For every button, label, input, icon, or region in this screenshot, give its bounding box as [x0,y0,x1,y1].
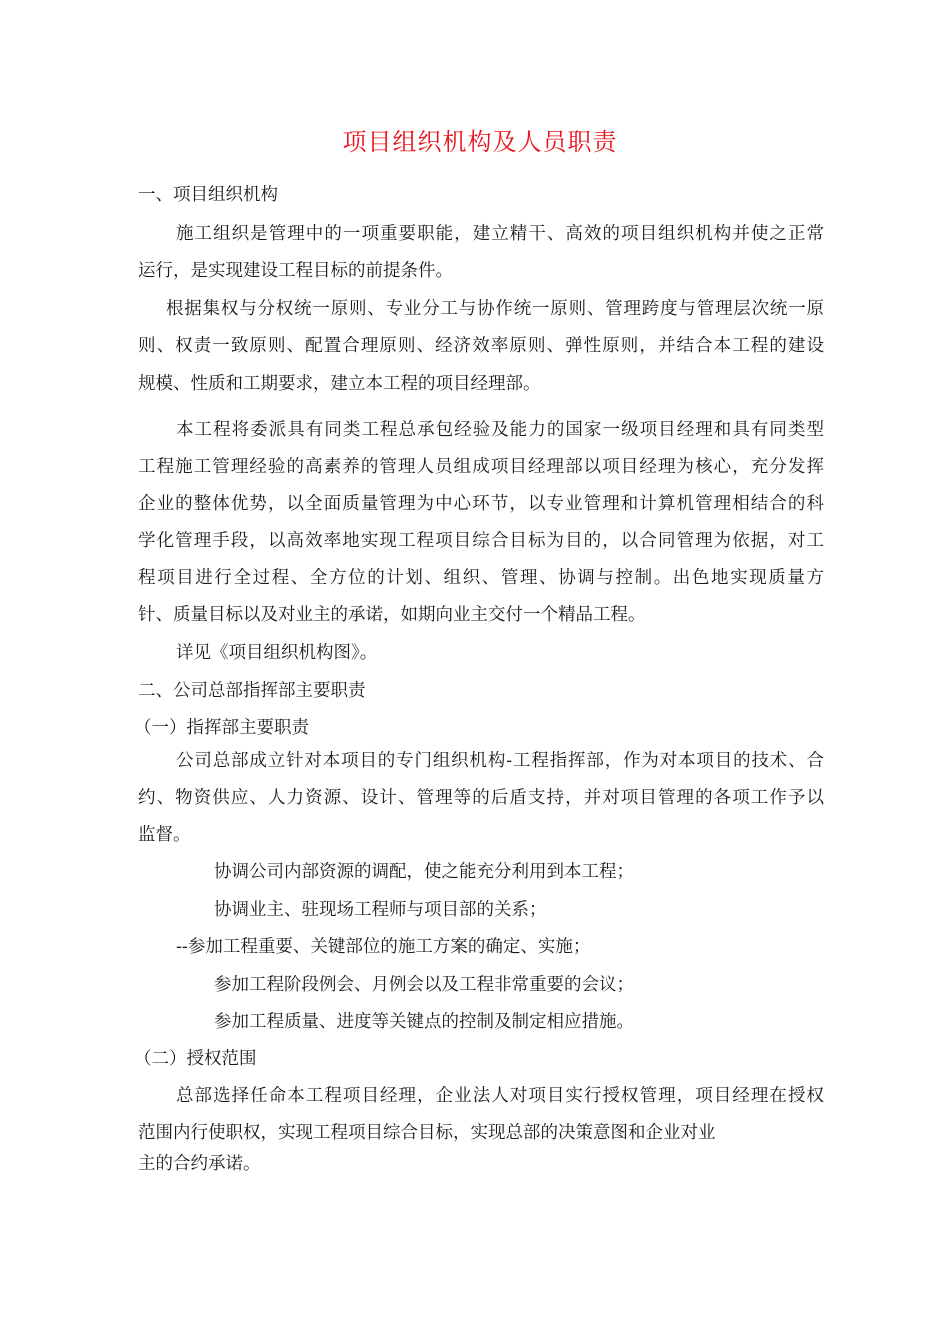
section-heading-1: 一、项目组织机构 [138,185,278,205]
paragraph-line: 规模、性质和工期要求，建立本工程的项目经理部。 [138,374,541,394]
paragraph-line: 详见《项目组织机构图》。 [176,643,378,663]
paragraph-line: 根据集权与分权统一原则、专业分工与协作统一原则、管理跨度与管理层次统一原 [166,299,824,319]
list-item: --参加工程重要、关键部位的施工方案的确定、实施； [176,937,591,957]
paragraph-line: 施工组织是管理中的一项重要职能，建立精干、高效的项目组织机构并使之正常 [176,224,824,244]
subsection-heading: （一）指挥部主要职责 [134,718,309,738]
list-item: 参加工程阶段例会、月例会以及工程非常重要的会议； [214,975,634,995]
paragraph-line: 企业的整体优势，以全面质量管理为中心环节，以专业管理和计算机管理相结合的科 [138,494,824,514]
paragraph-line: 总部选择任命本工程项目经理，企业法人对项目实行授权管理，项目经理在授权 [176,1086,824,1106]
list-item: 协调业主、驻现场工程师与项目部的关系； [214,900,547,920]
paragraph-line: 约、物资供应、人力资源、设计、管理等的后盾支持，并对项目管理的各项工作予以 [138,788,824,808]
paragraph-line: 针、质量目标以及对业主的承诺，如期向业主交付一个精品工程。 [138,605,646,625]
paragraph-line: 本工程将委派具有同类工程总承包经验及能力的国家一级项目经理和具有同类型 [176,420,824,440]
paragraph-line: 公司总部成立针对本项目的专门组织机构-工程指挥部，作为对本项目的技术、合 [176,751,824,771]
subsection-heading: （二）授权范围 [134,1049,257,1069]
list-item: 参加工程质量、进度等关键点的控制及制定相应措施。 [214,1012,634,1032]
paragraph-line: 运行，是实现建设工程目标的前提条件。 [138,261,453,281]
list-item: 协调公司内部资源的调配，使之能充分利用到本工程； [214,862,634,882]
paragraph-line: 则、权责一致原则、配置合理原则、经济效率原则、弹性原则，并结合本工程的建设 [138,336,824,356]
document-title: 项目组织机构及人员职责 [342,128,618,156]
paragraph-line: 学化管理手段，以高效率地实现工程项目综合目标为目的，以合同管理为依据，对工 [138,531,824,551]
paragraph-line: 监督。 [138,825,191,845]
paragraph-line: 主的合约承诺。 [138,1154,261,1174]
section-heading-2: 二、公司总部指挥部主要职责 [138,681,366,701]
paragraph-line: 程项目进行全过程、全方位的计划、组织、管理、协调与控制。出色地实现质量方 [138,568,824,588]
paragraph-line: 工程施工管理经验的高素养的管理人员组成项目经理部以项目经理为核心，充分发挥 [138,457,824,477]
paragraph-line: 范围内行使职权，实现工程项目综合目标，实现总部的决策意图和企业对业 [138,1123,716,1143]
